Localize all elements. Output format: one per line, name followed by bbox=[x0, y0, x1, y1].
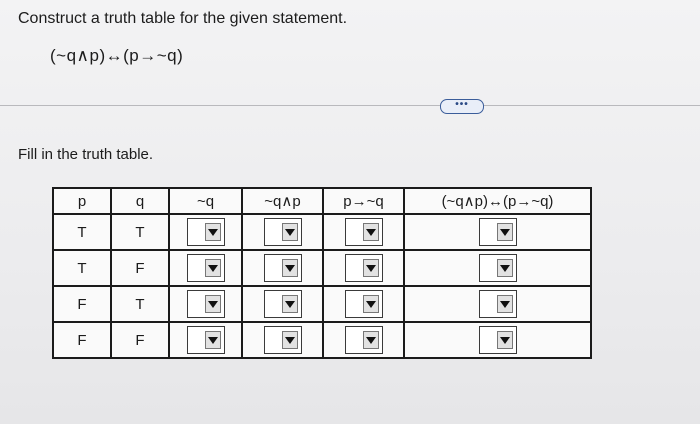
not-q-dropdown[interactable] bbox=[187, 254, 225, 282]
table-row bbox=[53, 322, 591, 358]
chevron-down-icon bbox=[363, 223, 379, 241]
not-q-dropdown[interactable] bbox=[187, 218, 225, 246]
chevron-down-icon bbox=[497, 295, 513, 313]
chevron-down-icon bbox=[363, 295, 379, 313]
chevron-down-icon bbox=[497, 223, 513, 241]
chevron-down-icon bbox=[205, 295, 221, 313]
table-row bbox=[53, 214, 591, 250]
chevron-down-icon bbox=[282, 223, 298, 241]
p-implies-not-q-dropdown[interactable] bbox=[345, 290, 383, 318]
section-divider bbox=[0, 105, 700, 106]
header-biconditional: (~q∧p)↔(p→~q) bbox=[404, 188, 591, 214]
expand-more-button[interactable]: ••• bbox=[440, 99, 484, 114]
header-not-q-and-p: ~q∧p bbox=[242, 188, 323, 214]
header-p: p bbox=[53, 188, 111, 214]
question-prompt: Construct a truth table for the given statement. bbox=[18, 10, 348, 27]
header-p-implies-not-q: p→~q bbox=[323, 188, 404, 214]
header-row bbox=[53, 188, 591, 214]
biconditional-dropdown[interactable] bbox=[479, 290, 517, 318]
not-q-dropdown[interactable] bbox=[187, 290, 225, 318]
p-implies-not-q-dropdown[interactable] bbox=[345, 218, 383, 246]
chevron-down-icon bbox=[497, 259, 513, 277]
chevron-down-icon bbox=[205, 223, 221, 241]
biconditional-dropdown[interactable] bbox=[479, 254, 517, 282]
not-q-and-p-dropdown[interactable] bbox=[264, 326, 302, 354]
instruction-text: Fill in the truth table. bbox=[18, 146, 154, 163]
cell-q: T bbox=[111, 286, 169, 322]
not-q-and-p-dropdown[interactable] bbox=[264, 254, 302, 282]
p-implies-not-q-dropdown[interactable] bbox=[345, 254, 383, 282]
chevron-down-icon bbox=[205, 259, 221, 277]
chevron-down-icon bbox=[282, 331, 298, 349]
biconditional-dropdown[interactable] bbox=[479, 326, 517, 354]
truth-table bbox=[52, 187, 592, 359]
not-q-and-p-dropdown[interactable] bbox=[264, 290, 302, 318]
cell-p: F bbox=[53, 322, 111, 358]
not-q-dropdown[interactable] bbox=[187, 326, 225, 354]
chevron-down-icon bbox=[205, 331, 221, 349]
cell-p: T bbox=[53, 214, 111, 250]
chevron-down-icon bbox=[282, 259, 298, 277]
chevron-down-icon bbox=[282, 295, 298, 313]
header-q: q bbox=[111, 188, 169, 214]
chevron-down-icon bbox=[363, 259, 379, 277]
chevron-down-icon bbox=[363, 331, 379, 349]
not-q-and-p-dropdown[interactable] bbox=[264, 218, 302, 246]
cell-q: F bbox=[111, 322, 169, 358]
table-row bbox=[53, 286, 591, 322]
cell-q: T bbox=[111, 214, 169, 250]
cell-p: T bbox=[53, 250, 111, 286]
chevron-down-icon bbox=[497, 331, 513, 349]
table-row bbox=[53, 250, 591, 286]
biconditional-dropdown[interactable] bbox=[479, 218, 517, 246]
header-not-q: ~q bbox=[169, 188, 242, 214]
given-statement: (~q∧p)↔(p→~q) bbox=[50, 46, 184, 65]
cell-q: F bbox=[111, 250, 169, 286]
cell-p: F bbox=[53, 286, 111, 322]
p-implies-not-q-dropdown[interactable] bbox=[345, 326, 383, 354]
